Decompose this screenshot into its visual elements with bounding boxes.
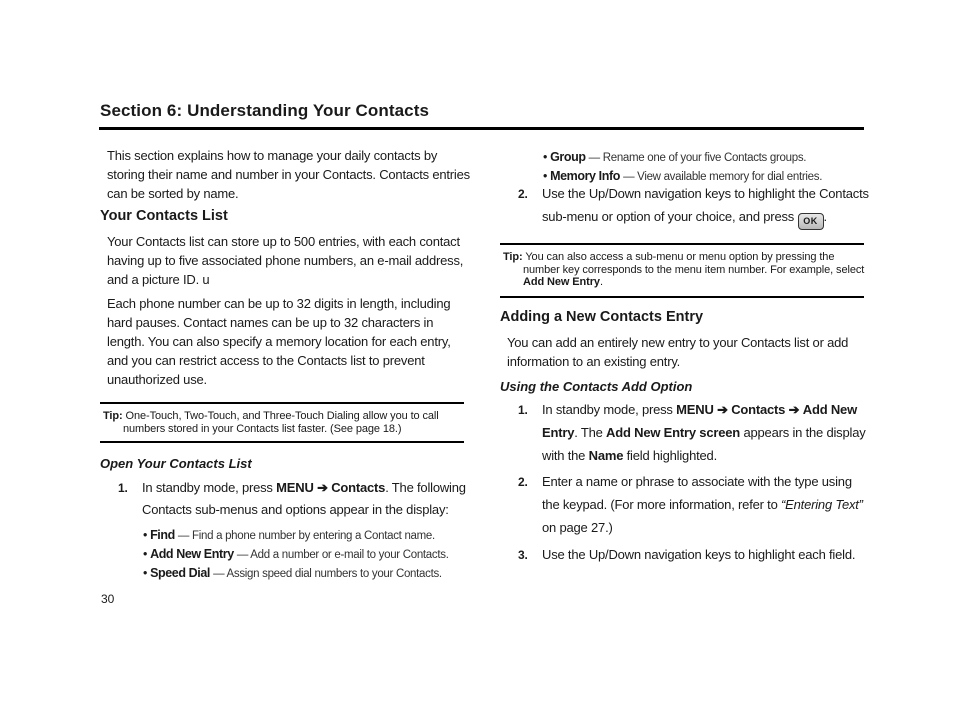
step-text: with the — [542, 448, 589, 463]
contacts-label: Contacts — [331, 480, 386, 495]
step-text: on page 27.) — [542, 520, 613, 535]
tip-text: One-Touch, Two-Touch, and Three-Touch Dialing allow you to call — [125, 410, 439, 422]
right-bullet-list — [543, 148, 822, 186]
tip-bottom-rule — [100, 441, 464, 443]
tip-text: You can also access a sub-menu or menu option by pressing the — [525, 251, 835, 263]
arrow-icon: ➔ — [788, 402, 800, 417]
step-text: In standby mode, press — [542, 402, 677, 417]
adding-entry-paragraph — [507, 333, 848, 371]
bullet-item-group: • Group — Rename one of your five Contacts groups. — [543, 150, 807, 164]
bullet-item-memory-info: • Memory Info — View available memory for dial entries. — [543, 169, 823, 183]
intro-line: storing their name and number in your Contacts. Contacts entries — [107, 167, 470, 182]
menu-key-label: MENU — [676, 402, 714, 417]
para-line: length. You can also specify a memory location for each entry, — [107, 334, 451, 349]
add-step-2 — [518, 472, 864, 535]
step-number: 1. — [518, 403, 528, 417]
step-text: In standby mode, press — [142, 480, 277, 495]
menu-key-label: MENU — [276, 480, 314, 495]
step-number: 2. — [518, 475, 528, 489]
using-add-option-heading: Using the Contacts Add Option — [500, 379, 693, 394]
step-text: Contacts sub-menus and options appear in the display: — [142, 502, 449, 517]
section-title: Section 6: Understanding Your Contacts — [100, 101, 430, 120]
step-text: the keypad. (For more information, refer to — [542, 497, 782, 512]
tip-label: Tip: — [103, 410, 123, 422]
tip-text: numbers stored in your Contacts list faster. (See page 18.) — [123, 422, 402, 435]
intro-paragraph — [107, 146, 470, 203]
bullet-item-add-new-entry: • Add New Entry — Add a number or e-mail to your Contacts. — [143, 547, 449, 561]
tip-top-rule — [500, 243, 864, 245]
step-number: 1. — [118, 481, 128, 495]
tip-label: Tip: — [503, 251, 523, 263]
step-text: appears in the display — [740, 425, 866, 440]
phone-number-paragraph — [107, 294, 451, 389]
para-line: having up to five associated phone numbers, an e-mail address, — [107, 253, 464, 268]
cross-reference: “Entering Text” — [781, 497, 863, 512]
tip-box-right: Tip: You can also access a sub-menu or menu option by pressing the number key corresponds to the menu item number. For example, select Add New Entry. — [503, 251, 865, 288]
para-line: and a picture ID. u — [107, 272, 210, 287]
para-line: and you can restrict access to the Contacts list to prevent — [107, 353, 425, 368]
add-step-3 — [518, 545, 864, 565]
para-line: unauthorized use. — [107, 372, 207, 387]
para-line: Each phone number can be up to 32 digits in length, including — [107, 296, 451, 311]
intro-line: can be sorted by name. — [107, 186, 239, 201]
add-new-label: Add New — [802, 402, 857, 417]
step-1-open — [118, 478, 468, 517]
step-text: Use the Up/Down navigation keys to highlight the Contacts — [542, 186, 869, 201]
name-field-label: Name — [588, 448, 624, 463]
intro-line: This section explains how to manage your daily contacts by — [107, 148, 438, 163]
para-line: hard pauses. Contact names can be up to 32 characters in — [107, 315, 434, 330]
para-line: You can add an entirely new entry to your Contacts list or add — [507, 335, 849, 350]
para-line: Your Contacts list can store up to 500 entries, with each contact — [107, 234, 460, 249]
contacts-capacity-paragraph — [107, 232, 463, 289]
step-text: . The following — [385, 480, 466, 495]
ok-key-icon: OK — [798, 213, 824, 230]
step-number: 2. — [518, 187, 528, 201]
your-contacts-heading: Your Contacts List — [100, 208, 228, 224]
arrow-icon: ➔ — [717, 402, 728, 417]
step-text: sub-menu or option of your choice, and press — [542, 209, 795, 224]
adding-entry-heading: Adding a New Contacts Entry — [500, 309, 704, 325]
title-rule — [99, 127, 864, 130]
left-bullet-list — [143, 526, 449, 583]
para-line: information to an existing entry. — [507, 354, 681, 369]
step-text: . The — [574, 425, 607, 440]
entry-label: Entry — [542, 425, 575, 440]
bullet-item-find: • Find — Find a phone number by entering a Contact name. — [143, 528, 435, 542]
step-number: 3. — [518, 548, 528, 562]
open-contacts-heading: Open Your Contacts List — [100, 456, 252, 471]
contacts-label: Contacts — [731, 402, 786, 417]
page-number: 30 — [101, 592, 115, 606]
tip-top-rule — [100, 402, 464, 404]
tip-bold: Add New Entry — [523, 276, 600, 288]
add-step-1 — [518, 400, 866, 463]
tip-bottom-rule — [500, 296, 864, 298]
step-text: Enter a name or phrase to associate with the type using — [542, 474, 852, 489]
tip-text: number key corresponds to the menu item number. For example, select — [523, 263, 865, 276]
tip-box-left — [103, 410, 439, 435]
screen-label: Add New Entry screen — [606, 425, 741, 440]
step-text: Use the Up/Down navigation keys to highlight each field. — [542, 547, 856, 562]
bullet-item-speed-dial: • Speed Dial — Assign speed dial numbers to your Contacts. — [143, 566, 442, 580]
step-text: field highlighted. — [623, 448, 718, 463]
step-2-navigate: 2. Use the Up/Down navigation keys to highlight the Contacts sub-menu or option of your choice, and press OK . — [518, 184, 864, 204]
arrow-icon: ➔ — [317, 480, 328, 495]
